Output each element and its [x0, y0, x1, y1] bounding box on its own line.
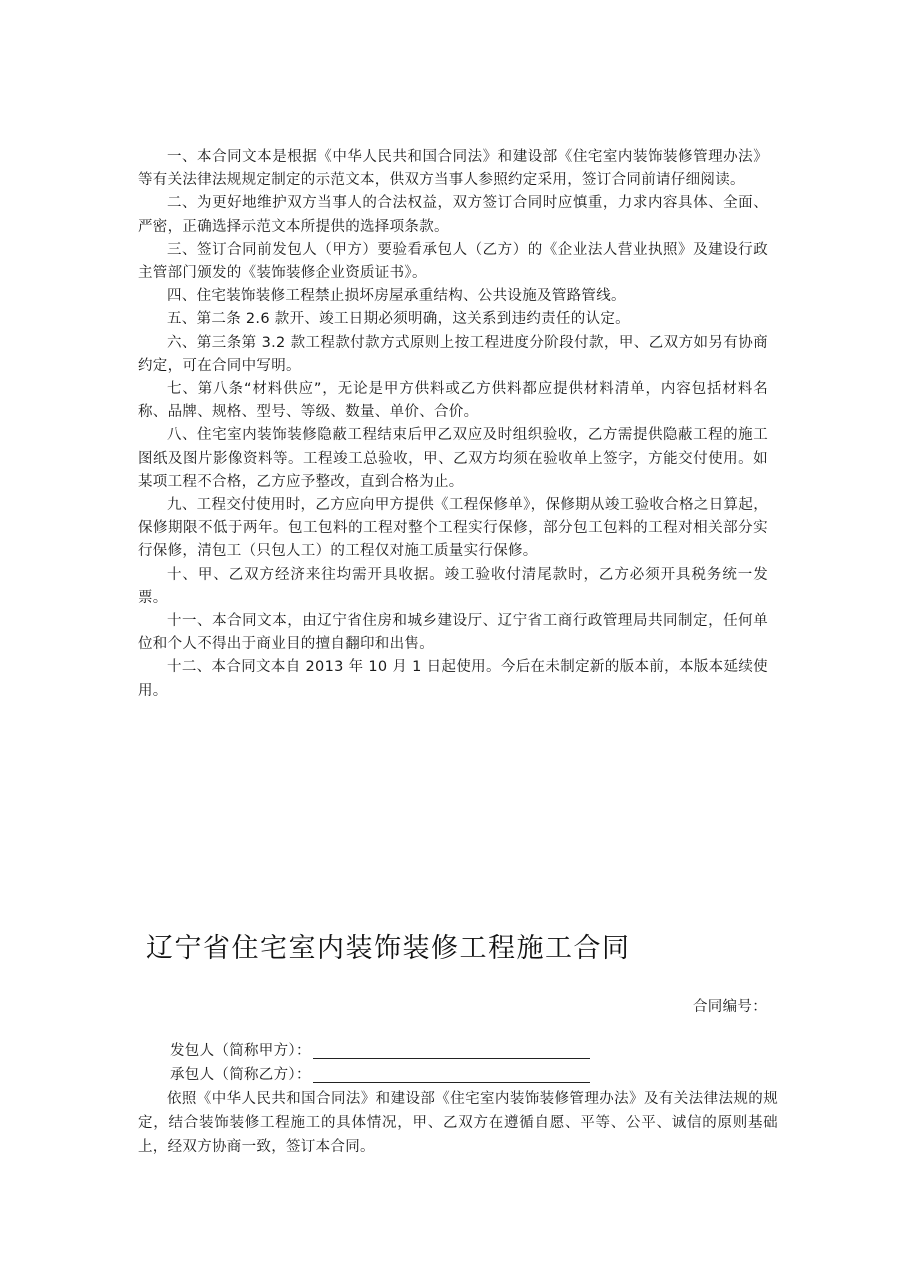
- party-b-row: [170, 1064, 590, 1086]
- contract-number-label: 合同编号：: [693, 999, 767, 1015]
- preamble-text: 依照《中华人民共和国合同法》和建设部《住宅室内装饰装修管理办法》及有关法律法规的规定，结合装饰装修工程施工的具体情况，甲、乙双方在遵循自愿、平等、公平、诚信的原则基础上，经双方协商一致，签订本合同。: [138, 1091, 778, 1155]
- party-a-label: 发包人（简称甲方）：: [170, 1043, 311, 1059]
- party-a-blank-line: [313, 1042, 590, 1059]
- note-item: 八、住宅室内装饰装修隐蔽工程结束后甲乙双应及时组织验收，乙方需提供隐蔽工程的施工图纸及图片影像资料等。工程竣工总验收，甲、乙双方均须在验收单上签字，方能交付使用。如某项工程不合格，乙方应予整改，直到合格为止。: [138, 427, 768, 490]
- note-item: 七、第八条“材料供应”，无论是甲方供料或乙方供料都应提供材料清单，内容包括材料名称、品牌、规格、型号、等级、数量、单价、合价。: [138, 381, 768, 421]
- usage-notes: [138, 146, 768, 703]
- note-item: 十、甲、乙双方经济来往均需开具收据。竣工验收付清尾款时，乙方必须开具税务统一发票。: [138, 566, 768, 606]
- note-item: 五、第二条 2.6 款开、竣工日期必须明确，这关系到违约责任的认定。: [167, 311, 630, 328]
- note-item: 三、签订合同前发包人（甲方）要验看承包人（乙方）的《企业法人营业执照》及建设行政主管部门颁发的《装饰装修企业资质证书》。: [138, 241, 768, 282]
- note-item: 十二、本合同文本自 2013 年 10 月 1 日起使用。今后在未制定新的版本前，本版本延续使用。: [138, 659, 768, 699]
- note-item: 一、本合同文本是根据《中华人民共和国合同法》和建设部《住宅室内装饰装修管理办法》等有关法律法规规定制定的示范文本，供双方当事人参照约定采用，签订合同前请仔细阅读。: [138, 149, 768, 189]
- note-item: 六、第三条第 3.2 款工程款付款方式原则上按工程进度分阶段付款，甲、乙双方如另有协商约定，可在合同中写明。: [138, 334, 768, 374]
- party-b-blank-line: [313, 1066, 590, 1083]
- note-item: 二、为更好地维护双方当事人的合法权益，双方签订合同时应慎重，力求内容具体、全面、严密，正确选择示范文本所提供的选择项条款。: [138, 195, 768, 235]
- contract-title: 辽宁省住宅室内装饰装修工程施工合同: [146, 933, 631, 964]
- note-item: 九、工程交付使用时，乙方应向甲方提供《工程保修单》，保修期从竣工验收合格之日算起，保修期限不低于两年。包工包料的工程对整个工程实行保修，部分包工包料的工程对相关部分实行保修，清包工（只包人工）的工程仅对施工质量实行保修。: [138, 497, 768, 560]
- party-b-label: 承包人（简称乙方）：: [170, 1067, 311, 1083]
- note-item: 十一、本合同文本，由辽宁省住房和城乡建设厅、辽宁省工商行政管理局共同制定，任何单位和个人不得出于商业目的擅自翻印和出售。: [138, 613, 768, 653]
- note-item: 四、住宅装饰装修工程禁止损坏房屋承重结构、公共设施及管路管线。: [167, 288, 626, 305]
- party-a-row: [170, 1040, 590, 1062]
- contract-preamble: [138, 1087, 778, 1159]
